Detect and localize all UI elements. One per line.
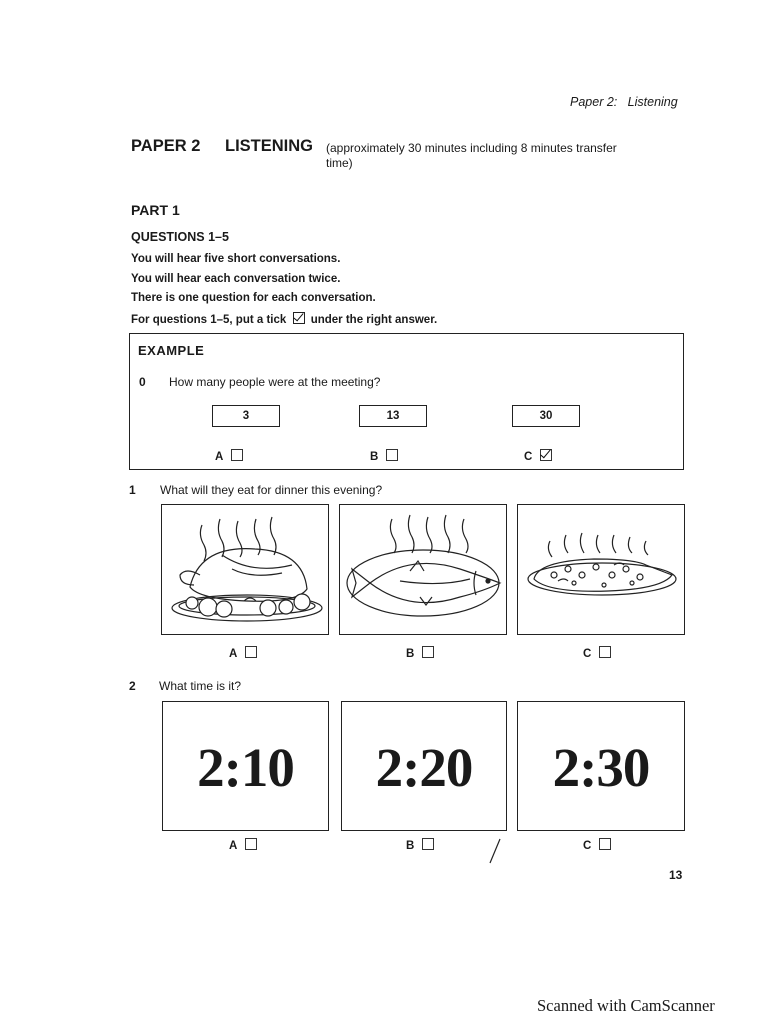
example-label: EXAMPLE <box>138 343 205 358</box>
checkbox[interactable] <box>386 449 398 461</box>
example-option-a[interactable] <box>215 449 243 463</box>
question-2-option-b[interactable] <box>406 838 434 852</box>
pen-mark-icon <box>488 838 502 864</box>
instruction-line: There is one question for each conversation. <box>131 292 376 304</box>
time-display-a: 2:10 <box>197 737 294 798</box>
fish-icon <box>340 505 506 634</box>
option-letter: A <box>229 648 238 660</box>
example-option-c[interactable] <box>524 449 552 463</box>
option-letter: A <box>215 451 224 463</box>
time-picture-b <box>341 701 507 831</box>
paper-title: PAPER 2 <box>131 137 201 155</box>
running-header: Paper 2: Listening <box>570 95 678 109</box>
tick-instruction-after: under the right answer. <box>310 314 438 326</box>
question-2-number: 2 <box>129 679 136 693</box>
question-1-option-b[interactable] <box>406 646 434 660</box>
question-1-number: 1 <box>129 483 136 497</box>
question-2-text: What time is it? <box>159 679 242 693</box>
tick-instruction <box>131 312 437 326</box>
tick-instruction-before: For questions 1–5, put a tick <box>131 314 287 326</box>
roast-chicken-picture <box>161 504 329 635</box>
paper-subtitle: LISTENING <box>225 137 314 155</box>
paper-duration-note: (approximately 30 minutes including 8 minutes transfer time) <box>326 141 617 170</box>
instruction-line: You will hear five short conversations. <box>131 253 341 265</box>
option-letter: B <box>406 648 415 660</box>
fish-picture <box>339 504 507 635</box>
question-1-option-a[interactable] <box>229 646 257 660</box>
question-1-text: What will they eat for dinner this evening? <box>160 483 383 497</box>
example-number: 0 <box>139 375 146 389</box>
option-letter: B <box>370 451 379 463</box>
option-letter: C <box>583 648 592 660</box>
option-letter: B <box>406 840 415 852</box>
instruction-line: You will hear each conversation twice. <box>131 273 341 285</box>
checkbox[interactable] <box>422 838 434 850</box>
time-picture-c <box>517 701 685 831</box>
example-option-b[interactable] <box>370 449 398 463</box>
pizza-icon <box>518 505 684 634</box>
example-value-c: 30 <box>512 405 580 427</box>
checkbox-checked[interactable] <box>540 449 552 461</box>
checkbox[interactable] <box>599 838 611 850</box>
option-letter: A <box>229 840 238 852</box>
checkbox[interactable] <box>422 646 434 658</box>
time-display-b: 2:20 <box>375 737 473 798</box>
checkbox[interactable] <box>245 646 257 658</box>
option-letter: C <box>583 840 592 852</box>
checkbox[interactable] <box>599 646 611 658</box>
option-letter: C <box>524 451 533 463</box>
page-number: 13 <box>669 868 683 882</box>
questions-range-title: QUESTIONS 1–5 <box>131 230 229 244</box>
tick-box-icon <box>293 312 305 324</box>
example-box <box>129 333 684 470</box>
scanner-watermark: Scanned with CamScanner <box>537 996 715 1015</box>
example-value-b: 13 <box>359 405 427 427</box>
checkbox[interactable] <box>231 449 243 461</box>
question-1-option-c[interactable] <box>583 646 611 660</box>
example-question: How many people were at the meeting? <box>169 375 381 389</box>
part-title: PART 1 <box>131 202 180 218</box>
pizza-picture <box>517 504 685 635</box>
question-2-option-a[interactable] <box>229 838 257 852</box>
time-picture-a <box>162 701 329 831</box>
example-value-a: 3 <box>212 405 280 427</box>
time-display-c: 2:30 <box>552 737 650 798</box>
checkbox[interactable] <box>245 838 257 850</box>
question-2-option-c[interactable] <box>583 838 611 852</box>
roast-chicken-icon <box>162 505 328 634</box>
